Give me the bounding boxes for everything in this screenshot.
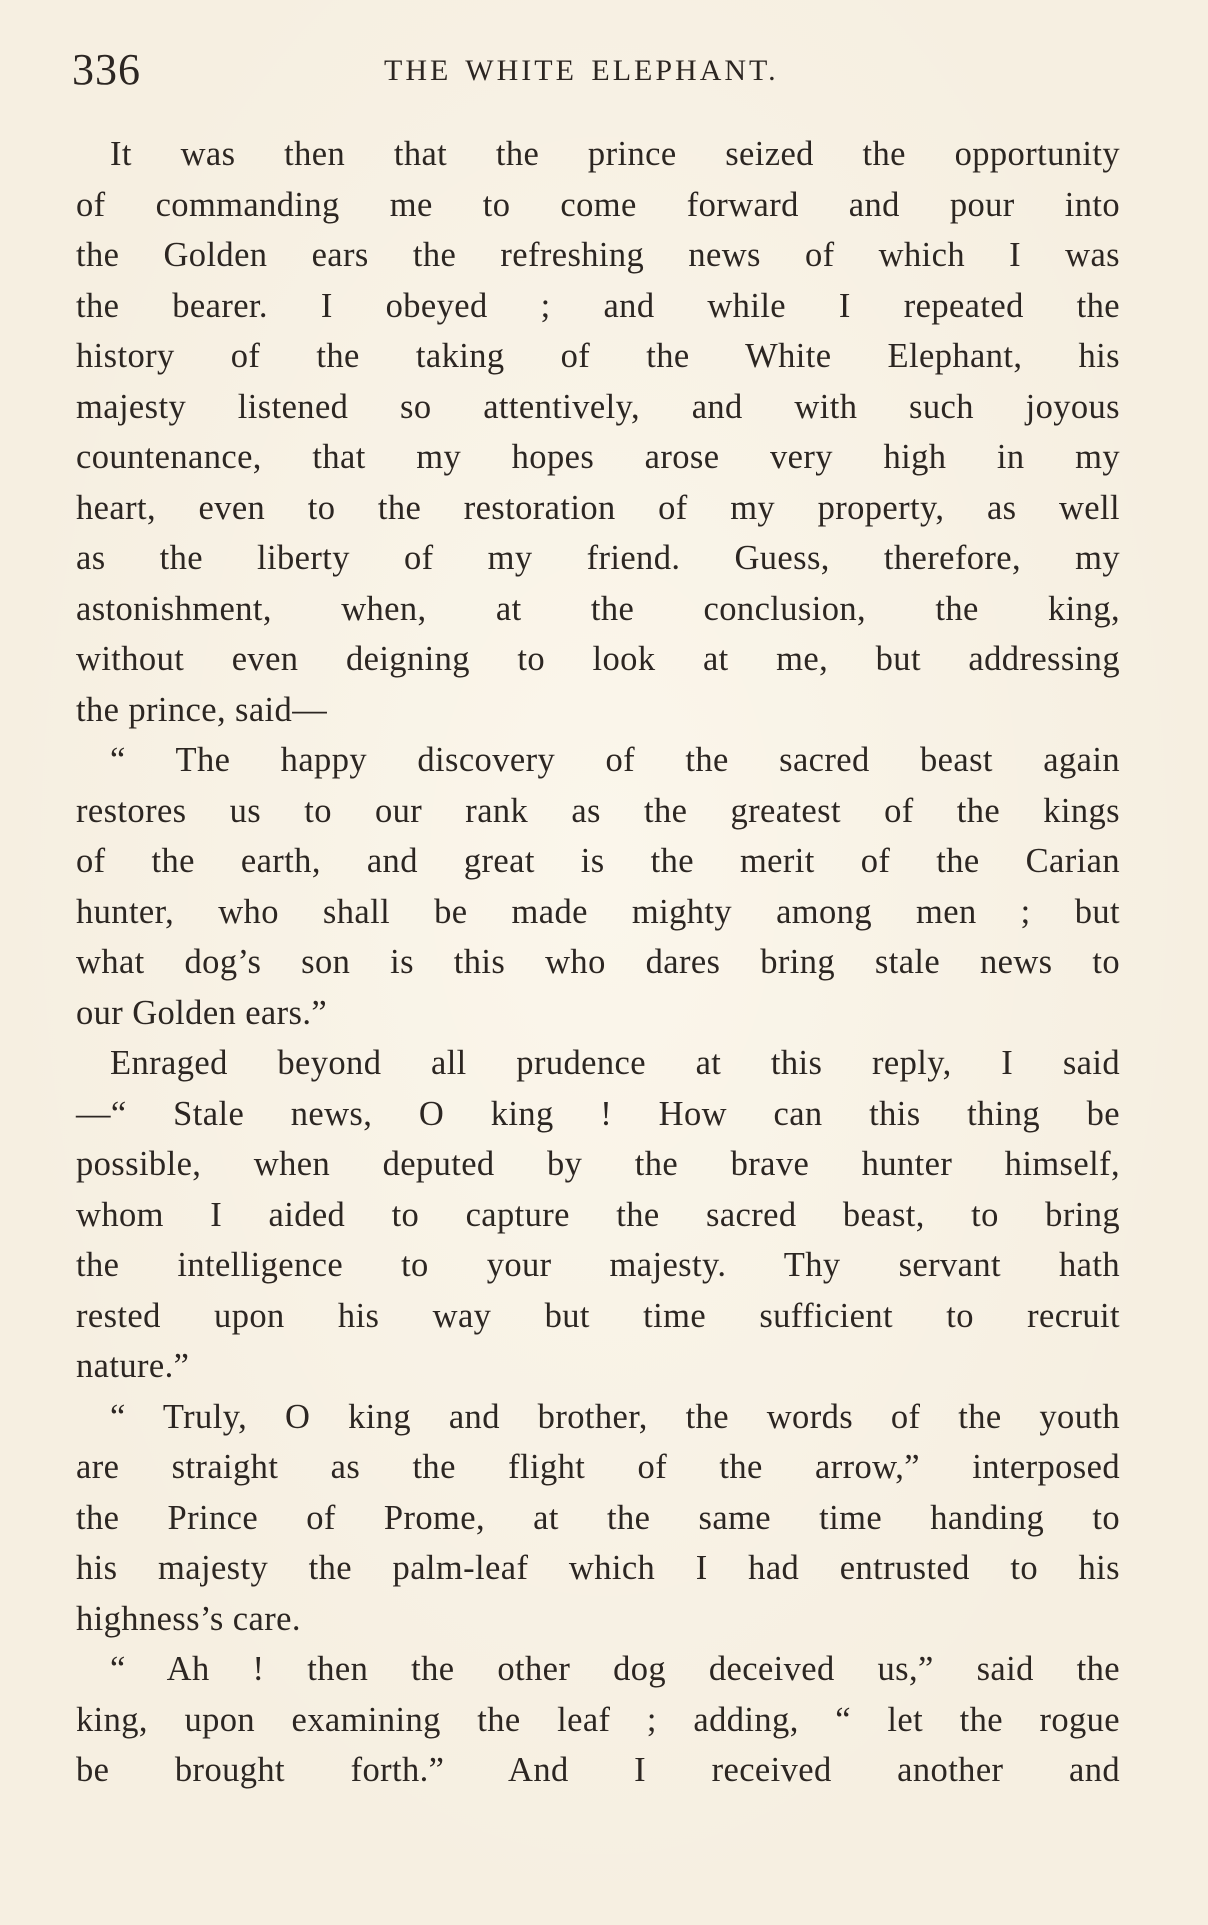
text-line: of commanding me to come forward and pour into <box>76 185 1120 224</box>
text-line: as the liberty of my friend. Guess, therefore, my <box>76 539 1120 577</box>
page-header <box>72 42 1122 98</box>
text-line: the intelligence to your majesty. Thy servant hath <box>76 1246 1120 1284</box>
text-line: Enraged beyond all prudence at this reply, I said <box>110 1044 1120 1082</box>
text-line: majesty listened so attentively, and with such joyous <box>76 387 1120 426</box>
text-line: astonishment, when, at the conclusion, the king, <box>76 589 1120 628</box>
text-line: heart, even to the restoration of my property, as well <box>76 488 1120 527</box>
text-line: “ Truly, O king and brother, the words of the youth <box>110 1397 1120 1436</box>
text-line: the Golden ears the refreshing news of which I was <box>76 236 1120 274</box>
text-line: his majesty the palm-leaf which I had entrusted to his <box>76 1549 1120 1587</box>
text-line: are straight as the flight of the arrow,” interposed <box>76 1448 1120 1486</box>
text-line: possible, when deputed by the brave hunter himself, <box>76 1145 1120 1183</box>
text-line: It was then that the prince seized the opportunity <box>110 135 1120 173</box>
text-line: —“ Stale news, O king ! How can this thing be <box>76 1094 1120 1133</box>
text-line: what dog’s son is this who dares bring stale news to <box>76 943 1120 981</box>
text-line: rested upon his way but time sufficient to recruit <box>76 1296 1120 1335</box>
text-line: the bearer. I obeyed ; and while I repeated the <box>76 286 1120 325</box>
text-line: “ Ah ! then the other dog deceived us,” said the <box>110 1650 1120 1688</box>
text-line: highness’s care. <box>76 1599 301 1638</box>
text-line: restores us to our rank as the greatest of the kings <box>76 791 1120 830</box>
text-line: the Prince of Prome, at the same time handing to <box>76 1498 1120 1537</box>
page-number: 336 <box>72 45 141 94</box>
running-title: THE WHITE ELEPHANT. <box>384 54 779 87</box>
text-line: our Golden ears.” <box>76 993 328 1032</box>
text-line: without even deigning to look at me, but addressing <box>76 640 1120 678</box>
text-line: hunter, who shall be made mighty among men ; but <box>76 892 1120 931</box>
text-line: whom I aided to capture the sacred beast, to bring <box>76 1195 1120 1234</box>
text-line: the prince, said— <box>76 690 328 729</box>
text-line: “ The happy discovery of the sacred beast again <box>110 741 1120 779</box>
text-line: countenance, that my hopes arose very high in my <box>76 438 1120 476</box>
text-line: be brought forth.” And I received another and <box>76 1751 1120 1789</box>
text-line: history of the taking of the White Elephant, his <box>76 337 1120 375</box>
text-line: of the earth, and great is the merit of the Carian <box>76 842 1120 880</box>
text-line: nature.” <box>76 1347 190 1385</box>
text-line: king, upon examining the leaf ; adding, “ let the rogue <box>76 1700 1120 1739</box>
body-text <box>76 129 1120 1796</box>
